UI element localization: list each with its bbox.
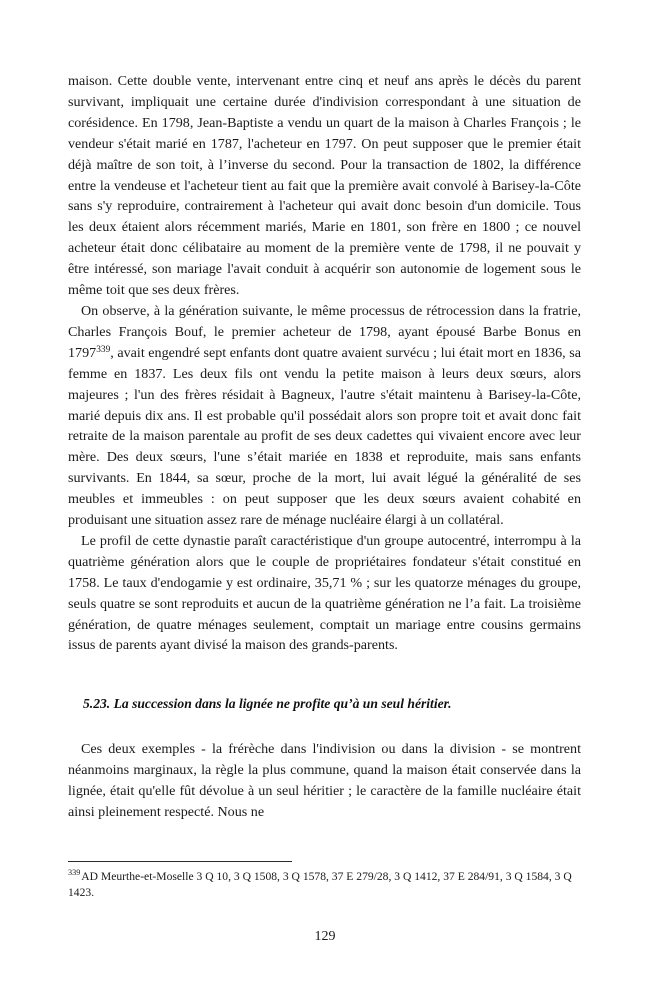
- paragraph-text-before-note: On observe, à la génération suivante, le même processus de rétrocession dans la fratrie, Charles François Bouf, le premier acheteur de 1798, ayant épousé Barbe Bonus en 1797: [68, 302, 581, 361]
- body-paragraph: Ces deux exemples - la frérèche dans l'indivision ou dans la division - se montrent néanmoins marginaux, la règle la plus commune, quand la maison était conservée dans la lignée, était qu'elle fût dévolue à un seul héritier ; le caractère de la famille nucléaire était ainsi pleinement respecté. Nous ne: [68, 741, 581, 820]
- footnote-separator-rule: [68, 861, 292, 862]
- paragraph-text-after-note: , avait engendré sept enfants dont quatre avaient survécu ; lui était mort en 1836, sa femme en 1837. Les deux fils ont vendu la petite maison à leurs deux sœurs, alors majeures ; l'un des frères résidait à Bagneux, l'autre s'était maintenu à Barisey-la-Côte, marié depuis dix ans. Il est probable qu'il possédait alors son propre toit et avait donc fait retraite de la maison parentale au profit de ses deux cadettes qui vivaient encore avec leur mère. Des deux sœurs, l'une s’était mariée en 1838 et reproduite, mais sans enfants survivants. En 1844, sa sœur, proche de la mort, lui avait légué la généralité de ses meubles et immeubles : on peut supposer que les deux sœurs avaient cohabité en produisant une situation assez rare de ménage nucléaire élargi à un collatéral.: [68, 344, 581, 529]
- footnote-text: AD Meurthe-et-Moselle 3 Q 10, 3 Q 1508, 3 Q 1578, 37 E 279/28, 3 Q 1412, 37 E 284/91, 3 Q 1584, 3 Q 1423.: [68, 870, 572, 899]
- footnote-number: 339: [68, 868, 81, 878]
- page-number: 129: [314, 929, 336, 944]
- body-paragraph-with-footnote-ref: [68, 301, 581, 531]
- footnote-area: [68, 861, 581, 900]
- footnote-reference-marker[interactable]: 339: [96, 344, 111, 355]
- section-heading: 5.23. La succession dans la lignée ne profite qu’à un seul héritier.: [83, 696, 452, 712]
- body-paragraph: maison. Cette double vente, intervenant entre cinq et neuf ans après le décès du parent survivant, impliquait une certaine durée d'indivision correspondant à une situation de corésidence. En 1798, Jean-Baptiste a vendu un quart de la maison à Charles François ; le vendeur s'était marié en 1787, l'acheteur en 1797. On peut supposer que le premier était déjà maître de son toit, à l’inverse du second. Pour la transaction de 1802, la différence entre la vendeuse et l'acheteur tient au fait que la première avait convolé à Barisey-la-Côte sans s'y reproduire, contrairement à l'acheteur qui avait donc besoin d'un domicile. Tous les deux étaient alors récemment mariés, Marie en 1801, son frère en 1800 ; ce nouvel acheteur était donc célibataire au moment de la première vente de 1798, il ne pouvait y être intéressé, son mariage l'avait conduit à acquérir son autonomie de logement sous le même toit que ses deux frères.: [68, 73, 581, 299]
- body-paragraph: Le profil de cette dynastie paraît caractéristique d'un groupe autocentré, interrompu à la quatrième génération alors que le couple de propriétaires fondateur s'était constitué en 1758. Le taux d'endogamie y est ordinaire, 35,71 % ; sur les quatorze ménages du groupe, seuls quatre se sont reproduits et aucun de la quatrième génération ne l’a fait. La troisième génération, de quatre ménages seulement, comptait un mariage entre cousins germains issus de parents ayant divisé la maison des grands-parents.: [68, 532, 581, 654]
- heading-spacer-above: [68, 656, 581, 694]
- footnote-entry: [68, 869, 581, 900]
- heading-spacer-below: [68, 715, 581, 739]
- page-text-block: [68, 71, 581, 823]
